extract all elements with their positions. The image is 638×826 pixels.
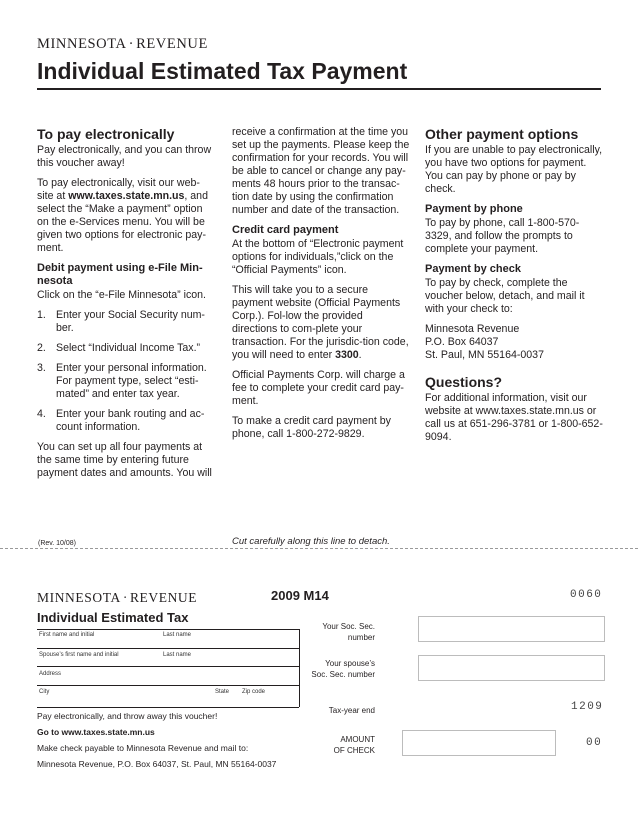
city-label: City xyxy=(39,689,50,695)
text: This will take you to a secure payment website (Official Payments Corp.). Fol-low the provided directions to com-plete your transaction. For the jurisdic-tion code, you will need to enter xyxy=(232,284,409,361)
note-line: Make check payable to Minnesota Revenue and mail to: xyxy=(37,743,249,753)
brand-logo xyxy=(37,36,208,53)
voucher-brand-logo xyxy=(37,590,197,606)
text: , and select the “Make a payment” option on the e-Services menu. You will be given two options for electronic pay-ment. xyxy=(37,190,208,254)
paragraph: Pay electronically, and you can throw this voucher away! xyxy=(37,144,212,169)
paragraph: At the bottom of “Electronic payment options for individuals,”click on the “Official Payments” icon. xyxy=(232,238,404,276)
brand-name: MINNESOTA xyxy=(37,590,121,605)
cut-line xyxy=(0,548,638,549)
address-label: Address xyxy=(39,671,62,677)
step-number: 1. xyxy=(37,309,46,321)
cut-instruction: Cut carefully along this line to detach. xyxy=(232,536,390,547)
paragraph: If you are unable to pay electronically, you have two options for payment. You can pay by phone or pay by check. xyxy=(425,144,603,195)
brand-revenue: REVENUE xyxy=(129,590,198,605)
note-line: Pay electronically, and throw away this voucher! xyxy=(37,711,218,721)
step-text: Enter your bank routing and ac-count information. xyxy=(56,408,205,433)
step-number: 3. xyxy=(37,362,46,374)
column-other-options xyxy=(425,126,603,451)
brand-revenue: REVENUE xyxy=(136,36,208,52)
jurisdiction-code: 3300 xyxy=(335,349,359,361)
text: To pay electronically, visit our web-site at xyxy=(37,177,200,202)
paragraph: To pay by check, complete the voucher below, detach, and mail it with your check to: xyxy=(425,277,585,315)
amount-cents: 00 xyxy=(586,737,603,749)
steps-list xyxy=(37,309,215,434)
voucher-code: 0060 xyxy=(570,589,603,601)
address-line: Minnesota Revenue xyxy=(425,323,520,335)
heading-pay-electronically: To pay electronically xyxy=(37,126,175,142)
brand-name: MINNESOTA xyxy=(37,36,127,52)
paragraph: Official Payments Corp. will charge a fee to complete your credit card pay-ment. xyxy=(232,369,405,407)
brand-separator: · xyxy=(128,36,135,52)
brand-separator: · xyxy=(122,590,128,605)
note-line: Minnesota Revenue, P.O. Box 64037, St. Paul, MN 55164-0037 xyxy=(37,759,277,769)
list-item xyxy=(37,342,215,355)
subheading-phone: Payment by phone xyxy=(425,203,523,215)
tax-year-label: Tax-year end xyxy=(328,706,375,715)
ssn-input[interactable] xyxy=(418,616,605,642)
paragraph: To pay by phone, call 1-800-570-3329, and follow the prompts to complete your payment. xyxy=(425,217,580,255)
revision-label: (Rev. 10/08) xyxy=(38,540,76,547)
paragraph: To make a credit card payment by phone, call 1-800-272-9829. xyxy=(232,415,391,440)
paragraph: You can set up all four payments at the same time by entering future payment dates and amounts. You will xyxy=(37,441,212,479)
first-name-field[interactable] xyxy=(37,629,299,648)
spouse-ssn-input[interactable] xyxy=(418,655,605,681)
mailing-address xyxy=(425,323,603,362)
label-line: OF CHECK xyxy=(333,746,375,755)
note-line: Go to www.taxes.state.mn.us xyxy=(37,727,155,737)
paragraph xyxy=(37,177,215,255)
title-rule xyxy=(37,88,601,90)
voucher-notes xyxy=(37,708,276,772)
spouse-ssn-label xyxy=(295,658,375,680)
zip-label: Zip code xyxy=(242,689,266,695)
heading-other-options: Other payment options xyxy=(425,126,579,142)
step-text: Select “Individual Income Tax.” xyxy=(56,342,201,354)
step-number: 2. xyxy=(37,342,46,354)
address-field[interactable] xyxy=(37,666,299,685)
amount-label xyxy=(300,734,375,756)
state-label: State xyxy=(215,689,230,695)
ssn-label xyxy=(305,621,375,643)
tax-year-value: 1209 xyxy=(571,701,604,713)
spouse-name-field[interactable] xyxy=(37,648,299,666)
label-line: AMOUNT xyxy=(340,735,375,744)
subheading-credit-card: Credit card payment xyxy=(232,224,339,236)
list-item xyxy=(37,309,215,335)
paragraph: receive a confirmation at the time you set up the payments. Please keep the confirmation for your records. You will be able to cancel or change any pay-ments 48 hours prior to the transac-tion date by using the confirmation number and date of the transaction. xyxy=(232,126,410,216)
address-line: St. Paul, MN 55164-0037 xyxy=(425,349,544,361)
voucher-title: Individual Estimated Tax xyxy=(37,610,189,625)
step-number: 4. xyxy=(37,408,46,420)
step-text: Enter your personal information. For payment type, select “esti-mated” and enter tax year. xyxy=(56,362,207,400)
label-line: Your Soc. Sec. xyxy=(322,622,375,631)
paragraph: For additional information, visit our website at www.taxes.state.mn.us or call us at 651-296-3781 or 1-800-652-9094. xyxy=(425,392,603,443)
subheading-check: Payment by check xyxy=(425,263,521,275)
amount-input[interactable] xyxy=(402,730,556,756)
subheading-debit: Debit payment using e-File Min-nesota xyxy=(37,262,203,287)
address-line: P.O. Box 64037 xyxy=(425,336,499,348)
first-name-label: First name and initial xyxy=(39,632,95,638)
paragraph: Click on the “e-File Minnesota” icon. xyxy=(37,289,206,301)
label-line: Soc. Sec. number xyxy=(311,670,375,679)
form-id: 2009 M14 xyxy=(271,588,329,603)
label-line: Your spouse’s xyxy=(325,659,375,668)
page-title: Individual Estimated Tax Payment xyxy=(37,58,408,84)
website-link[interactable]: www.taxes.state.mn.us xyxy=(68,190,185,202)
list-item xyxy=(37,362,215,401)
heading-questions: Questions? xyxy=(425,374,503,390)
step-text: Enter your Social Security num-ber. xyxy=(56,309,205,334)
paragraph xyxy=(232,284,410,362)
list-item xyxy=(37,408,215,434)
label-line: number xyxy=(347,633,375,642)
column-pay-electronically xyxy=(37,126,215,487)
city-state-zip-field[interactable] xyxy=(37,685,299,707)
text: . xyxy=(358,349,362,361)
spouse-last-name-label: Last name xyxy=(163,652,192,658)
column-credit-card xyxy=(232,126,410,448)
last-name-label: Last name xyxy=(163,632,192,638)
spouse-first-name-label: Spouse’s first name and initial xyxy=(39,652,119,658)
